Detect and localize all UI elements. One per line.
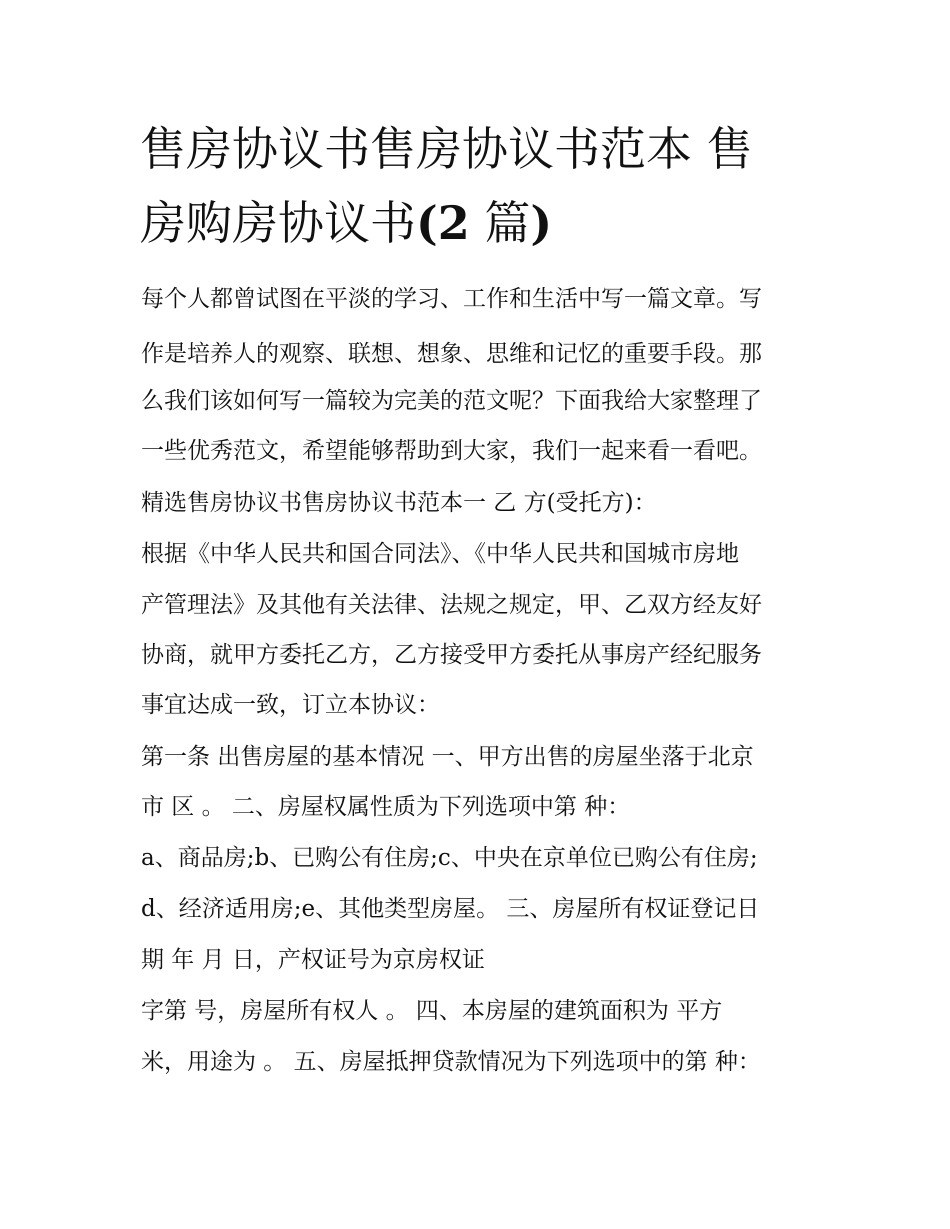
title-line-2 [140,186,840,260]
title-line-1: 售房协议书售房协议书范本 售 [140,122,753,176]
body-text-line: 根据《中华人民共和国合同法》、《中华人民共和国城市房地 [141,541,739,567]
body-text-line: 每个人都曾试图在平淡的学习、工作和生活中写一篇文章。写 [141,286,762,312]
body-text-line: 作是培养人的观察、联想、想象、思维和记忆的重要手段。那 [141,341,762,367]
body-text-line: 一些优秀范文，希望能够帮助到大家，我们一起来看一看吧。 [141,438,762,464]
title-line-2-number: (2 [416,196,470,250]
title-line-2-prefix: 房购房协议书 [140,196,416,250]
title-line-2-end: ) [530,196,553,250]
body-text-line: 期 年 月 日，产权证号为京房权证 [141,947,485,973]
body-text-line: 市 区 。 二、房屋权属性质为下列选项中第 种： [141,794,631,820]
title-line-2-mid: 篇 [469,196,531,250]
body-text-line: 精选售房协议书售房协议书范本一 乙 方(受托方)： [141,490,657,516]
document-title [140,112,840,260]
body-text-line: 字第 号，房屋所有权人 。 四、本房屋的建筑面积为 平方 [141,998,723,1024]
body-text-line: a、商品房;b、已购公有住房;c、中央在京单位已购公有住房; [141,845,758,871]
body-text-line: d、经济适用房;e、其他类型房屋。 三、房屋所有权证登记日 [141,896,760,922]
body-text-line: 产管理法》及其他有关法律、法规之规定，甲、乙双方经友好 [141,592,762,618]
body-text-line: 米，用途为 。 五、房屋抵押贷款情况为下列选项中的第 种： [141,1049,761,1075]
body-text-line: 第一条 出售房屋的基本情况 一、甲方出售的房屋坐落于北京 [141,744,754,770]
body-text-line: 协商，就甲方委托乙方，乙方接受甲方委托从事房产经纪服务 [141,642,762,668]
body-text-line: 事宜达成一致，订立本协议： [141,692,440,718]
body-text-line: 么我们该如何写一篇较为完美的范文呢？下面我给大家整理了 [141,388,762,414]
